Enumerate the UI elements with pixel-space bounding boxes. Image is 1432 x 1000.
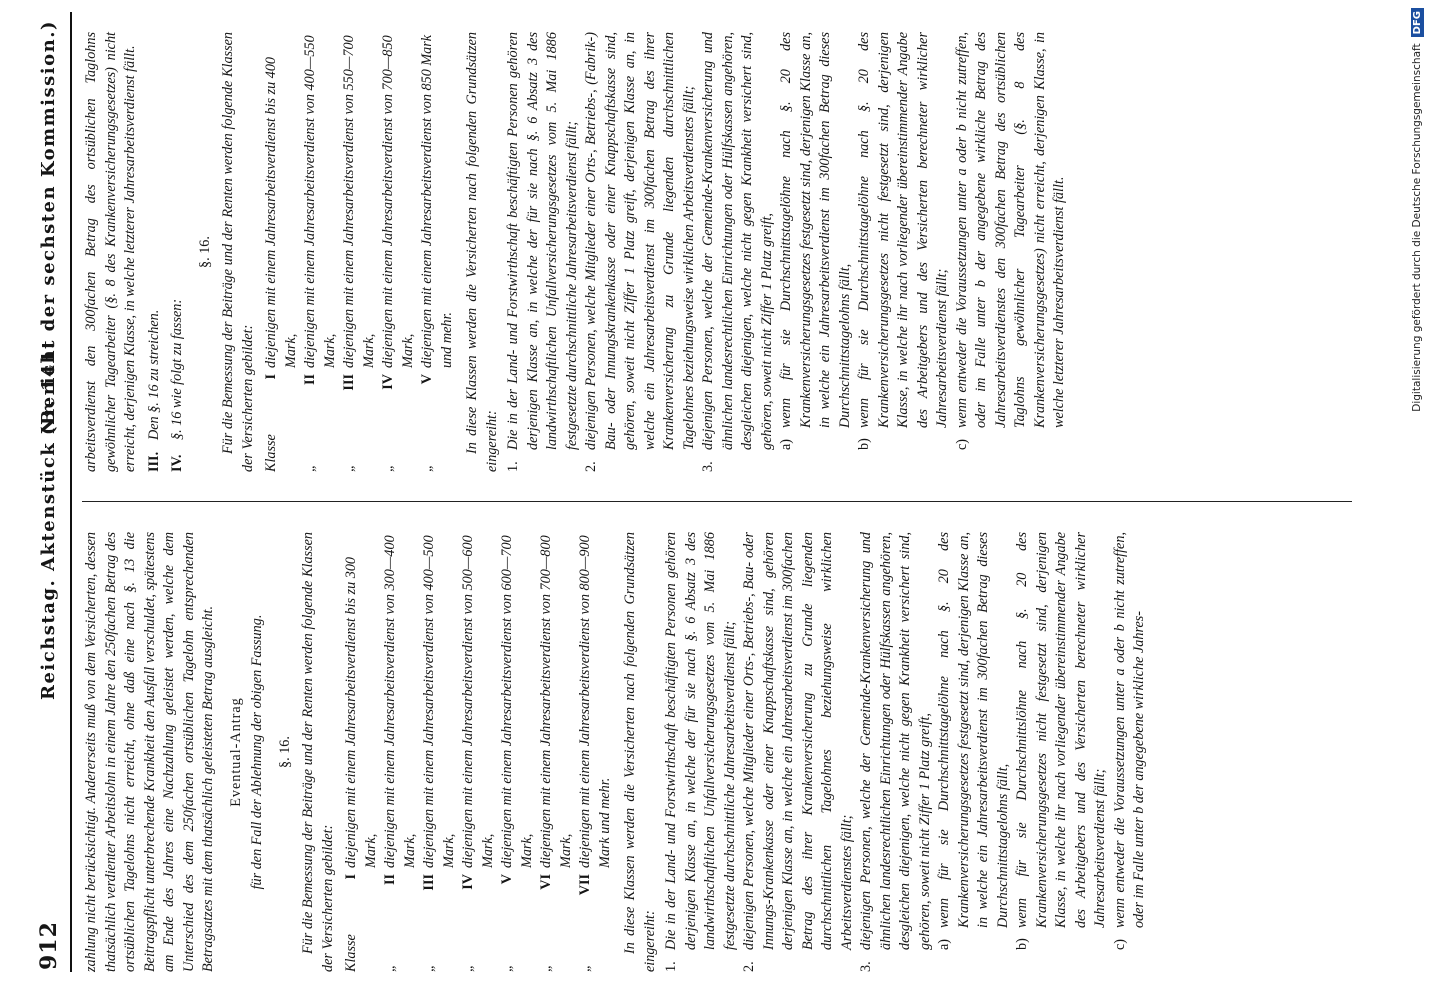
list-item — [699, 32, 777, 472]
column-divider — [82, 501, 1352, 502]
right-intro-paragraph: arbeitsverdienst den 300fachen Betrag des ortsüblichen Taglohns gewöhnlicher Tagearbeiter (§. 8 des Krankenversicherungsgesetzes) nicht erreicht, derjenigen Klasse, in welche letzterer Jahresarbeitsverdienst fällt. — [83, 32, 138, 472]
class-row — [498, 532, 537, 972]
class-number: I — [343, 874, 359, 880]
subitem-letter: b) — [856, 438, 872, 450]
left-classes-intro: Für die Bemessung der Beiträge und der Renten werden folgende Klassen der Versicherten gebildet: — [300, 532, 336, 972]
class-text: diejenigen mit einem Jahresarbeitsverdienst von 300—400 Mark, — [382, 535, 418, 868]
header-right-title: (Bericht der sechsten Kommission.) — [38, 20, 59, 435]
page-header — [0, 0, 80, 1000]
left-paragraph-number: §. 16. — [276, 736, 293, 768]
item-number: 2. — [741, 961, 757, 972]
class-row — [381, 532, 420, 972]
class-row — [342, 532, 381, 972]
class-number: I — [263, 374, 279, 380]
item-text: Die in der Land- und Forstwirthschaft beschäftigten Personen gehören derjenigen Klasse an, in welche der für sie nach §. 6 Absatz 3 des landwirthschaftlichen Unfallversicherungsgesetzes vom 5. Mai 1886 festgesetzte durchschnittliche Jahresarbeitsverdienst fällt; — [505, 32, 580, 450]
class-label: „ — [499, 964, 515, 972]
roman-item — [145, 32, 165, 472]
subitem-letter: a) — [936, 938, 952, 950]
roman-number: III. — [145, 451, 162, 472]
item-text: diejenigen Personen, welche der Gemeinde-Krankenversicherung und ähnlichen landesrechtlichen Einrichtungen oder Hülfskassen angehören, desgleichen diejenigen, welche nicht gegen Krankheit versichert sind, gehören, soweit nicht Ziffer 1 Platz greift, — [700, 32, 775, 450]
class-number: IV — [380, 374, 396, 390]
eventual-antrag-subheading: für den Fall der Ablehnung der obigen Fassung. — [249, 614, 265, 890]
class-number: V — [499, 874, 515, 885]
left-column — [82, 532, 1372, 972]
class-text: diejenigen mit einem Jahresarbeitsverdienst bis zu 400 Mark, — [263, 56, 299, 368]
class-label: „ — [302, 464, 318, 472]
eventual-antrag-heading: Eventual-Antrag — [227, 697, 244, 807]
subitem-text: wenn für sie Durchschnittstagelöhne nach §. 20 des Krankenversicherungsgesetzes festgesetzt sind, derjenigen Klasse an, in welche ein Jahresarbeitsverdienst im 300fachen Betrag dieses Durchschnittstagelohns fällt, — [936, 532, 1011, 928]
class-row — [340, 32, 379, 472]
right-paragraph-number: §. 16. — [196, 236, 213, 268]
class-label: „ — [341, 464, 357, 472]
class-row — [262, 32, 301, 472]
right-classes-intro: Für die Bemessung der Beiträge und der Renten werden folgende Klassen der Versicherten gebildet: — [220, 32, 256, 472]
item-number: 1. — [663, 961, 679, 972]
class-label: „ — [460, 964, 476, 972]
right-column — [82, 32, 1372, 472]
class-number: VII — [577, 874, 593, 896]
class-text: diejenigen mit einem Jahresarbeitsverdienst von 850 Mark und mehr. — [419, 34, 455, 368]
right-numbered-list — [504, 32, 1070, 472]
class-number: II — [382, 874, 398, 886]
class-text: diejenigen mit einem Jahresarbeitsverdienst von 400—500 Mark, — [421, 535, 457, 868]
watermark-text-strip — [1404, 8, 1430, 992]
class-text: diejenigen mit einem Jahresarbeitsverdienst von 500—600 Mark, — [460, 535, 496, 868]
roman-text: Den §. 16 zu streichen. — [145, 309, 162, 440]
subitem-letter: c) — [1111, 938, 1128, 950]
class-number: III — [341, 374, 357, 391]
roman-item — [168, 32, 188, 472]
item-text: diejenigen Personen, welche Mitglieder einer Orts-, Betriebs-, Bau- oder Innungs-Krankenkasse oder einer Knappschaftskasse sind, gehören derjenigen Klasse an, in welche ein Jahresarbeitsverdienst im 300fachen Betrag des ihrer Krankenversicherung zu Grunde liegenden durchschnittlichen Tagelohnes beziehungsweise wirklichen Arbeitsverdienstes fällt; — [741, 532, 855, 950]
subitem-text: wenn für sie Durchschnittstagelöhne nach §. 20 des Krankenversicherungsgesetzes festgesetzt sind, derjenigen Klasse an, in welche ein Jahresarbeitsverdienst im 300fachen Betrag dieses Durchschnittstagelohns fällt, — [778, 32, 853, 428]
class-text: diejenigen mit einem Jahresarbeitsverdienst von 700—850 Mark, — [380, 35, 416, 368]
class-row — [576, 532, 615, 972]
class-number: II — [302, 374, 318, 386]
class-label: Klasse — [343, 934, 359, 972]
class-text: diejenigen mit einem Jahresarbeitsverdienst von 800—900 Mark und mehr. — [577, 535, 613, 868]
class-number: III — [421, 874, 437, 891]
class-row — [420, 532, 459, 972]
sub-list-item — [1111, 532, 1150, 950]
header-left-title: Reichstag. Aktenstück Nr. 141. — [38, 341, 59, 700]
sub-list-item — [935, 532, 1013, 950]
item-number: 1. — [505, 461, 521, 472]
class-label: „ — [538, 964, 554, 972]
class-text: diejenigen mit einem Jahresarbeitsverdienst von 400—550 Mark, — [302, 35, 338, 368]
right-grundsaetze-intro: In diese Klassen werden die Versicherten nach folgenden Grundsätzen eingereiht: — [464, 32, 500, 472]
sub-list-item — [1013, 532, 1111, 950]
class-label: Klasse — [263, 434, 279, 472]
left-numbered-list — [662, 532, 1150, 972]
watermark-text: Digitalisierung gefördert durch die Deutsche Forschungsgemeinschaft — [1411, 43, 1423, 412]
list-item — [504, 32, 582, 472]
item-text: Die in der Land- und Forstwirthschaft beschäftigten Personen gehören derjenigen Klasse an, in welche der für sie nach §. 6 Absatz 3 des landwirthschaftlichen Unfallversicherungsgesetzes vom 5. Mai 1886 festgesetzte durchschnittliche Jahresarbeitsverdienst fällt; — [663, 532, 738, 950]
class-number: IV — [460, 874, 476, 890]
list-item — [662, 532, 740, 972]
header-rule — [70, 12, 72, 972]
item-text: diejenigen Personen, welche der Gemeinde-Krankenversicherung und ähnlichen landesrechtlichen Einrichtungen oder Hülfskassen angehören, desgleichen diejenigen, welche nicht gegen Krankheit versichert sind, gehören, soweit nicht Ziffer 1 Platz greift, — [858, 532, 933, 950]
class-row — [459, 532, 498, 972]
list-item — [740, 532, 857, 972]
class-text: diejenigen mit einem Jahresarbeitsverdienst von 550—700 Mark, — [341, 35, 377, 368]
left-classes-list — [342, 532, 615, 972]
dfg-badge: DFG — [1411, 8, 1424, 37]
item-number: 3. — [700, 461, 716, 472]
class-row — [379, 32, 418, 472]
class-label: „ — [380, 464, 396, 472]
class-row — [537, 532, 576, 972]
class-text: diejenigen mit einem Jahresarbeitsverdienst von 600—700 Mark, — [499, 535, 535, 868]
sub-list-item — [855, 32, 953, 450]
item-text: diejenigen Personen, welche Mitglieder einer Orts-, Betriebs-, (Fabrik-) Bau- oder Innungskrankenkasse oder einer Knappschaftskasse sind, gehören, soweit nicht Ziffer 1 Platz greift, derjenigen Klasse an, in welche ein Jahresarbeitsverdienst im 300fachen Betrag des ihrer Krankenversicherung zu Grunde liegenden durchschnittlichen Tagelohnes beziehungsweise wirklichen Arbeitsverdienstes fällt; — [583, 32, 697, 450]
class-number: V — [419, 374, 435, 385]
roman-number: IV. — [169, 454, 185, 472]
digitization-watermark — [1404, 8, 1430, 992]
list-item — [582, 32, 699, 472]
subitem-text: wenn entweder die Voraussetzungen unter a oder b nicht zutreffen, oder im Falle unter b der angegebene wirkliche Betrag des Jahresarbeitsverdienstes den 300fachen Betrag des ortsüblichen Taglohns gewöhnlicher Tagearbeiter (§. 8 des Krankenversicherungsgesetzes) nicht erreicht, derjenigen Klasse, in welche letzterer Jahresarbeitsverdienst fällt. — [953, 32, 1067, 428]
class-label: „ — [577, 964, 593, 972]
subitem-text: wenn für sie Durchschnittstagelöhne nach §. 20 des Krankenversicherungsgesetzes nicht festgesetzt sind, derjenigen Klasse, in welche ihr nach vorliegender übereinstimmender Angabe des Arbeitgebers und des Versicherten berechneter wirklicher Jahresarbeitsverdienst fällt; — [856, 32, 950, 428]
item-number: 3. — [858, 961, 874, 972]
roman-text: §. 16 wie folgt zu fassen: — [169, 298, 185, 440]
subitem-letter: a) — [778, 438, 794, 450]
class-text: diejenigen mit einem Jahresarbeitsverdienst von 700—800 Mark, — [538, 535, 574, 868]
subitem-letter: c) — [953, 438, 970, 450]
class-number: VI — [538, 874, 554, 890]
class-row — [418, 32, 457, 472]
left-intro-paragraph: zahlung nicht berücksichtigt. Andererseits muß von dem Versicherten, dessen thatsächlich verdienter Arbeitslohn in einem Jahre den 250fachen Betrag des ortsüblichen Tagelohns nicht erreicht, ohne daß eine nach §. 13 die Beitragspflicht unterbrechende Krankheit den Ausfall verschuldet, spätestens am Ende des Jahres eine Nachzahlung geleistet werden, welche dem Unterschied des dem 250fachen ortsüblichen Tagelohn entsprechenden Betragsatzes mit dem thatsächlich geleisteten Betrag ausgleicht. — [83, 532, 216, 972]
sub-list-item — [777, 32, 855, 450]
class-label: „ — [421, 964, 437, 972]
list-item — [857, 532, 935, 972]
class-label: „ — [382, 964, 398, 972]
subitem-letter: b) — [1014, 938, 1030, 950]
class-text: diejenigen mit einem Jahresarbeitsverdienst bis zu 300 Mark, — [343, 556, 379, 868]
class-label: „ — [419, 464, 435, 472]
subitem-text: wenn für sie Durchschnittslöhne nach §. 20 des Krankenversicherungsgesetzes nicht festgesetzt sind, derjenigen Klasse, in welche ihr nach vorliegender übereinstimmender Angabe des Arbeitgebers und des Versicherten berechneter wirklicher Jahresarbeitsverdienst fällt; — [1014, 532, 1108, 928]
item-number: 2. — [583, 461, 599, 472]
sub-list-item — [953, 32, 1070, 450]
subitem-text: wenn entweder die Voraussetzungen unter a oder b nicht zutreffen, oder im Falle unter b der angegebene wirkliche Jahres- — [1111, 532, 1147, 928]
left-grundsaetze-intro: In diese Klassen werden die Versicherten nach folgenden Grundsätzen eingereiht: — [622, 532, 658, 972]
class-row — [301, 32, 340, 472]
right-classes-list — [262, 32, 457, 472]
page-number: 912 — [36, 921, 62, 970]
